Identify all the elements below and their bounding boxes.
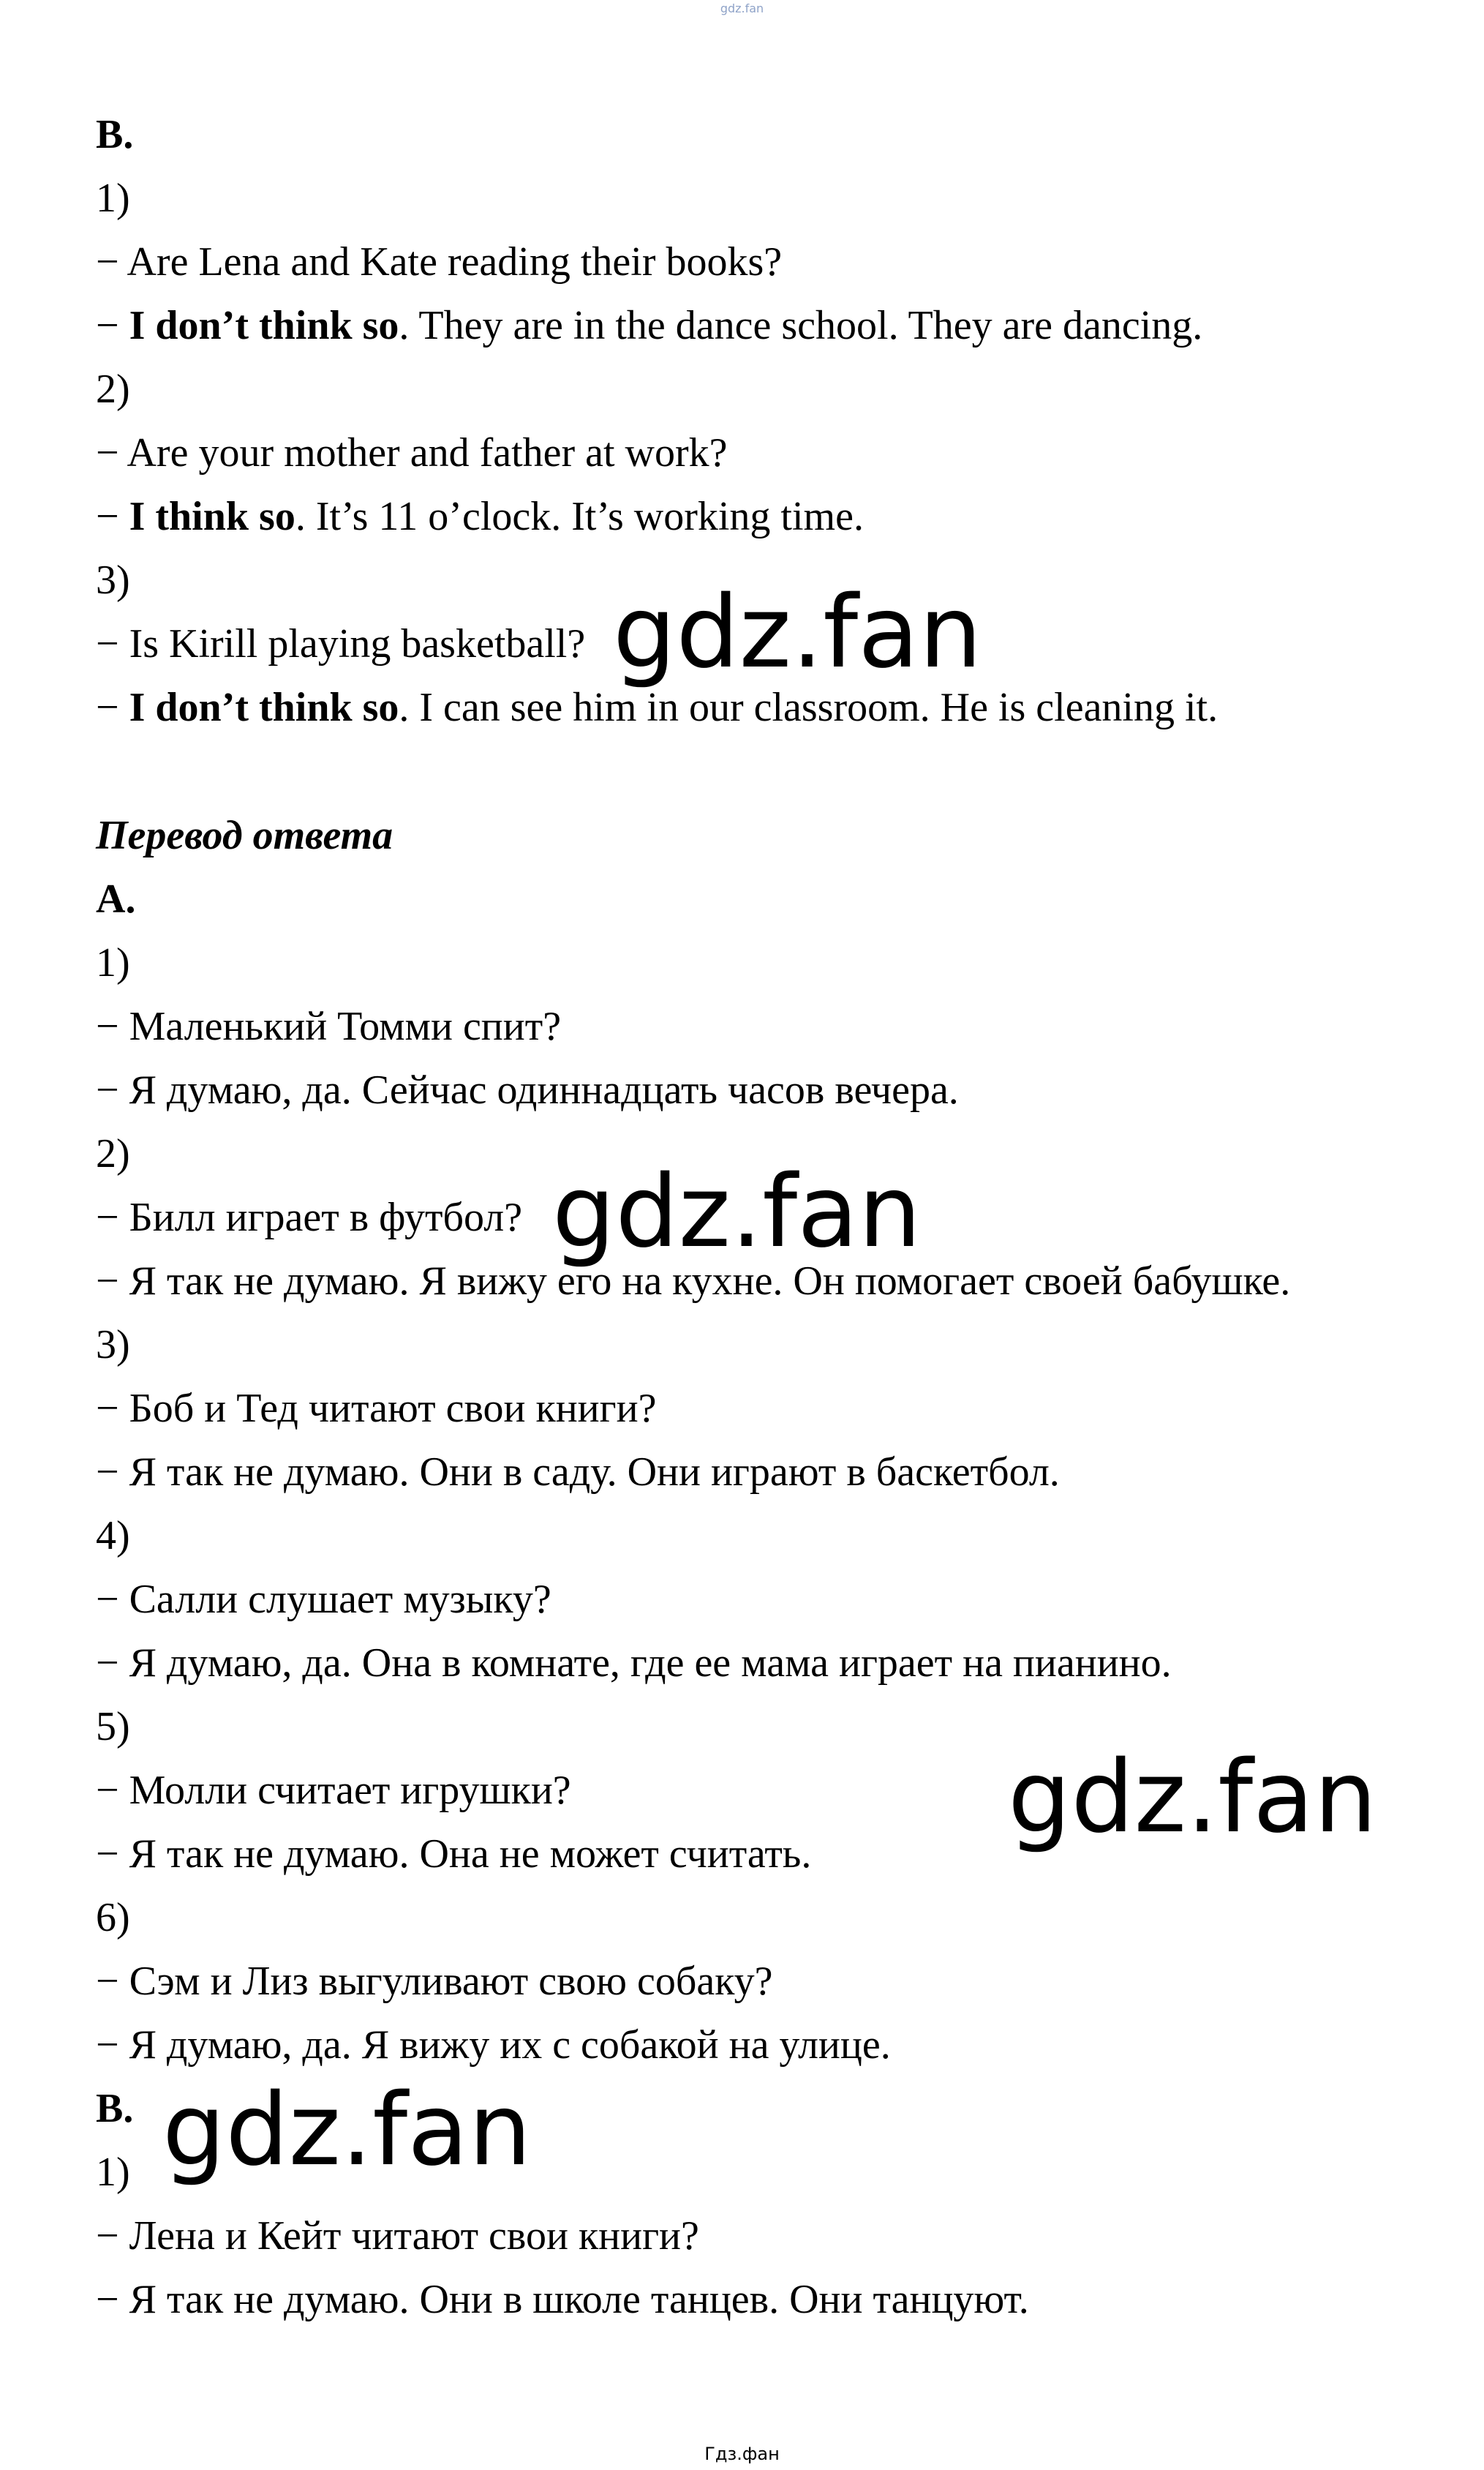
item-number: 3) xyxy=(96,1322,130,1367)
item-number: 6) xyxy=(96,1895,130,1940)
answer-line: − Я так не думаю. Они в саду. Они играют в баскетбол. xyxy=(96,1449,1060,1495)
translation-heading: Перевод ответа xyxy=(96,813,393,858)
item-number: 2) xyxy=(96,1131,130,1176)
answer-bold-phrase: I think so xyxy=(129,494,295,539)
section-label-b: B. xyxy=(96,2086,134,2131)
answer-line xyxy=(96,684,1218,731)
watermark: gdz.fan xyxy=(552,1155,922,1270)
answer-line xyxy=(96,302,1202,349)
answer-line: − Я думаю, да. Я вижу их с собакой на улице. xyxy=(96,2022,891,2068)
item-number: 4) xyxy=(96,1513,130,1558)
answer-rest: . They are in the dance school. They are dancing. xyxy=(399,303,1203,348)
watermark: gdz.fan xyxy=(1008,1740,1377,1855)
question-line: − Are Lena and Kate reading their books? xyxy=(96,239,783,285)
dash: − xyxy=(96,494,129,539)
answer-line: − Я так не думаю. Она не может считать. xyxy=(96,1831,812,1877)
watermark: gdz.fan xyxy=(162,2073,532,2188)
question-line: − Лена и Кейт читают свои книги? xyxy=(96,2213,699,2259)
item-number: 2) xyxy=(96,367,130,412)
item-number: 1) xyxy=(96,940,130,986)
item-number: 3) xyxy=(96,558,130,603)
answer-line: − Я думаю, да. Сейчас одиннадцать часов вечера. xyxy=(96,1067,959,1113)
dash: − xyxy=(96,685,129,730)
answer-bold-phrase: I don’t think so xyxy=(129,685,399,730)
question-line: − Боб и Тед читают свои книги? xyxy=(96,1386,657,1431)
item-number: 1) xyxy=(96,176,130,221)
top-watermark: gdz.fan xyxy=(720,1,764,15)
footer-text: Гдз.фан xyxy=(704,2444,780,2464)
answer-line: − Я так не думаю. Я вижу его на кухне. Он помогает своей бабушке. xyxy=(96,1258,1291,1304)
question-line: − Билл играет в футбол? xyxy=(96,1195,523,1240)
question-line: − Сэм и Лиз выгуливают свою собаку? xyxy=(96,1959,773,2004)
question-line: − Are your mother and father at work? xyxy=(96,430,728,476)
dash: − xyxy=(96,303,129,348)
answer-line: − Я так не думаю. Они в школе танцев. Они танцуют. xyxy=(96,2277,1029,2322)
question-line: − Молли считает игрушки? xyxy=(96,1768,571,1813)
answer-line xyxy=(96,493,864,540)
watermark: gdz.fan xyxy=(613,575,982,691)
answer-rest: . I can see him in our classroom. He is cleaning it. xyxy=(399,685,1219,730)
answer-line: − Я думаю, да. Она в комнате, где ее мама играет на пианино. xyxy=(96,1640,1172,1686)
question-line: − Салли слушает музыку? xyxy=(96,1577,551,1622)
answer-bold-phrase: I don’t think so xyxy=(129,303,399,348)
question-line: − Маленький Томми спит? xyxy=(96,1004,562,1049)
answer-rest: . It’s 11 o’clock. It’s working time. xyxy=(295,494,864,539)
item-number: 1) xyxy=(96,2150,130,2195)
section-label-a: A. xyxy=(96,876,136,922)
section-label-b: B. xyxy=(96,112,134,157)
question-line: − Is Kirill playing basketball? xyxy=(96,621,586,667)
item-number: 5) xyxy=(96,1704,130,1749)
